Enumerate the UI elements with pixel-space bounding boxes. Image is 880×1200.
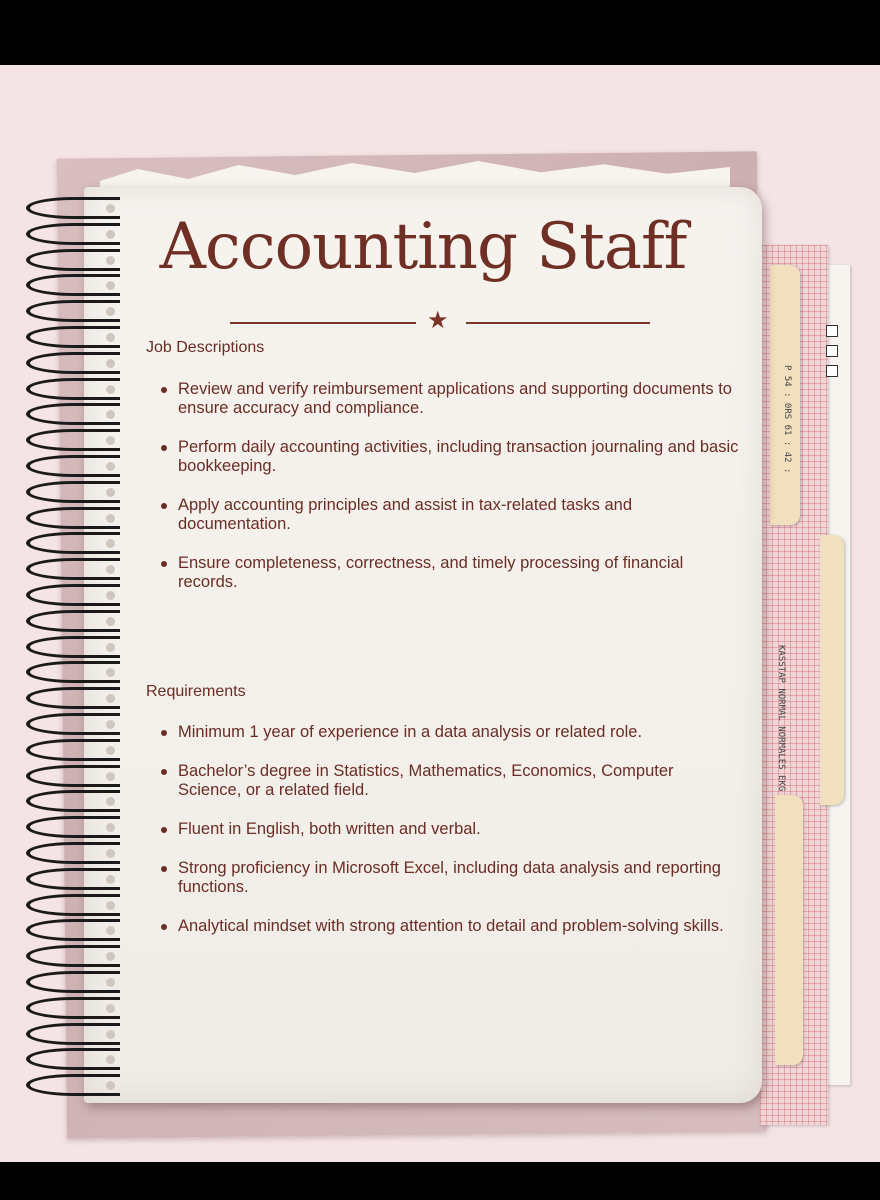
list-item: Apply accounting principles and assist in tax-related tasks and documentation.	[160, 496, 740, 534]
spiral-coil	[26, 790, 120, 812]
spiral-coil	[26, 997, 120, 1019]
spiral-coil	[26, 868, 120, 890]
spiral-coil	[26, 816, 120, 838]
folder-tab	[820, 535, 844, 805]
spiral-coil	[26, 558, 120, 580]
list-item: Ensure completeness, correctness, and timely processing of financial records.	[160, 554, 740, 592]
spiral-coil	[26, 894, 120, 916]
spiral-coil	[26, 739, 120, 761]
job-descriptions-list	[160, 380, 740, 612]
notebook-page	[84, 187, 762, 1103]
spiral-coil	[26, 300, 120, 322]
requirements-list	[160, 723, 740, 956]
spiral-coil	[26, 326, 120, 348]
spiral-coil	[26, 429, 120, 451]
spiral-coil	[26, 1074, 120, 1096]
spiral-coil	[26, 610, 120, 632]
spiral-coil	[26, 403, 120, 425]
graph-paper-text: P 54 : 0RS 61 : 42 :	[782, 365, 792, 474]
graph-paper-text: KASSTAP NORMAL NORMALES EKG	[776, 645, 786, 792]
spiral-coil	[26, 455, 120, 477]
checkbox-mark	[826, 325, 838, 337]
list-item: Perform daily accounting activities, including transaction journaling and basic bookkeeping.	[160, 438, 740, 476]
divider-line	[230, 322, 416, 324]
checkbox-mark	[826, 365, 838, 377]
star-icon: ★	[427, 307, 449, 334]
spiral-coil	[26, 945, 120, 967]
spiral-coil	[26, 584, 120, 606]
spiral-coil	[26, 1048, 120, 1070]
divider-line	[466, 322, 650, 324]
spiral-coil	[26, 481, 120, 503]
spiral-coil	[26, 507, 120, 529]
list-item: Fluent in English, both written and verbal.	[160, 820, 740, 839]
spiral-coil	[26, 352, 120, 374]
spiral-coil	[26, 1023, 120, 1045]
section-heading-job-descriptions: Job Descriptions	[146, 339, 265, 356]
checkbox-mark	[826, 345, 838, 357]
spiral-coil	[26, 713, 120, 735]
section-heading-requirements: Requirements	[146, 683, 246, 700]
spiral-coil	[26, 378, 120, 400]
list-item: Bachelor’s degree in Statistics, Mathematics, Economics, Computer Science, or a related field.	[160, 762, 740, 800]
spiral-coil	[26, 842, 120, 864]
spiral-coil	[26, 971, 120, 993]
list-item: Analytical mindset with strong attention to detail and problem-solving skills.	[160, 917, 740, 936]
spiral-coil	[26, 687, 120, 709]
spiral-coil	[26, 636, 120, 658]
list-item: Review and verify reimbursement applications and supporting documents to ensure accuracy and compliance.	[160, 380, 740, 418]
spiral-coil	[26, 661, 120, 683]
spiral-coil	[26, 765, 120, 787]
list-item: Strong proficiency in Microsoft Excel, including data analysis and reporting functions.	[160, 859, 740, 897]
page-title: Accounting Staff	[159, 210, 687, 284]
folder-tab	[775, 795, 803, 1065]
spiral-coil	[26, 919, 120, 941]
list-item: Minimum 1 year of experience in a data analysis or related role.	[160, 723, 740, 742]
spiral-coil	[26, 532, 120, 554]
